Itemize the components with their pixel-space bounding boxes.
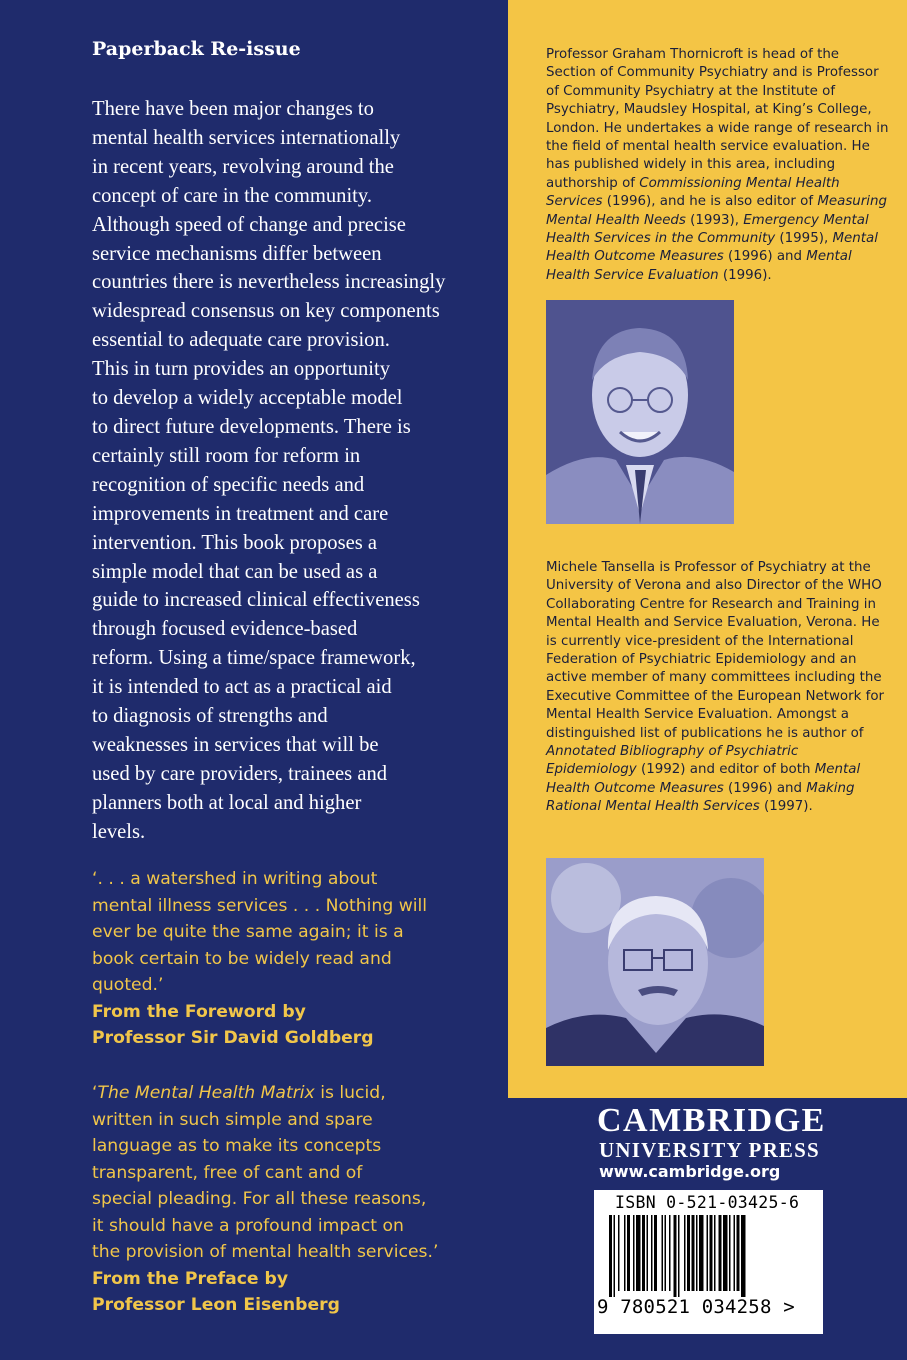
preface-quote: [92, 1080, 452, 1319]
foreword-source-1: From the Foreword by: [92, 1001, 306, 1022]
publisher-press: UNIVERSITY PRESS: [599, 1138, 820, 1162]
description-line: to diagnosis of strengths and: [92, 705, 328, 728]
description-line: concept of care in the community.: [92, 184, 373, 207]
preface-quote-line: it should have a profound impact on: [92, 1215, 404, 1236]
foreword-quote-line: ‘. . . a watershed in writing about: [92, 869, 378, 889]
description-line: Although speed of change and precise: [92, 213, 406, 236]
description-line: in recent years, revolving around the: [92, 155, 394, 178]
description-line: countries there is nevertheless increasingly: [92, 271, 446, 294]
description-line: levels.: [92, 820, 146, 843]
preface-source-2: Professor Leon Eisenberg: [92, 1295, 340, 1315]
description-line: intervention. This book proposes a: [92, 531, 378, 554]
description-line: planners both at local and higher: [92, 791, 362, 814]
description-line: it is intended to act as a practical aid: [92, 676, 392, 699]
preface-quote-first-line: ‘The Mental Health Matrix is lucid,: [92, 1083, 386, 1103]
preface-quote-line: written in such simple and spare: [92, 1109, 373, 1130]
author-photo-tansella: [546, 858, 764, 1066]
preface-quote-line: language as to make its concepts: [92, 1136, 382, 1156]
foreword-quote-line: mental illness services . . . Nothing will: [92, 895, 428, 916]
description-line: There have been major changes to: [92, 98, 374, 120]
preface-quote-line: special pleading. For all these reasons,: [92, 1189, 427, 1209]
barcode-icon: [609, 1215, 814, 1297]
description-line: This in turn provides an opportunity: [92, 358, 391, 381]
book-description: [92, 95, 492, 847]
foreword-quote-line: ever be quite the same again; it is a: [92, 922, 404, 942]
portrait-1-illustration: [546, 300, 734, 524]
description-line: improvements in treatment and care: [92, 502, 389, 525]
description-line: to direct future developments. There is: [92, 415, 411, 438]
description-line: through focused evidence-based: [92, 618, 358, 641]
description-line: guide to increased clinical effectiveness: [92, 589, 420, 612]
publisher-url: www.cambridge.org: [599, 1162, 781, 1181]
description-line: to develop a widely acceptable model: [92, 387, 403, 410]
author-bio-thornicroft: Professor Graham Thornicroft is head of the Section of Community Psychiatry and is Professor of Community Psychiatry at the Institute of Psychiatry, Maudsley Hospital, at King’s College, London. He undertakes a wide range of research in the field of mental health service evaluation. He has published widely in this area, including authorship of Commissioning Mental Health Services (1996), and he is also editor of Measuring Mental Health Needs (1993), Emergency Mental Health Services in the Community (1995), Mental Health Outcome Measures (1996) and Mental Health Service Evaluation (1996).: [546, 47, 889, 283]
publisher-name: CAMBRIDGE: [597, 1102, 826, 1139]
description-line: certainly still room for reform in: [92, 444, 361, 467]
foreword-source-2: Professor Sir David Goldberg: [92, 1028, 374, 1048]
description-line: reform. Using a time/space framework,: [92, 647, 416, 670]
author-photo-thornicroft: [546, 300, 734, 524]
description-line: mental health services internationally: [92, 126, 401, 149]
preface-quote-line: the provision of mental health services.’: [92, 1242, 439, 1262]
preface-source-1: From the Preface by: [92, 1268, 289, 1289]
publisher-logo: [597, 1104, 826, 1162]
description-line: recognition of specific needs and: [92, 473, 365, 496]
portrait-2-illustration: [546, 858, 764, 1066]
description-line: essential to adequate care provision.: [92, 329, 390, 352]
preface-quote-line: transparent, free of cant and of: [92, 1162, 363, 1183]
edition-heading: Paperback Re-issue: [92, 38, 301, 60]
barcode-digits: 9 780521 034258 >: [597, 1296, 795, 1318]
isbn-number: ISBN 0-521-03425-6: [615, 1193, 800, 1212]
description-line: service mechanisms differ between: [92, 242, 382, 265]
foreword-quote: [92, 866, 452, 1052]
foreword-quote-line: book certain to be widely read and: [92, 948, 392, 969]
description-line: used by care providers, trainees and: [92, 762, 388, 785]
description-line: weaknesses in services that will be: [92, 733, 379, 756]
description-line: simple model that can be used as a: [92, 560, 378, 583]
foreword-quote-line: quoted.’: [92, 975, 164, 995]
description-line: widespread consensus on key components: [92, 300, 440, 323]
author-bio-tansella: Michele Tansella is Professor of Psychiatry at the University of Verona and also Director of the WHO Collaborating Centre for Research and Training in Mental Health and Service Evaluation, Verona. He is currently vice-president of the International Federation of Psychiatric Epidemiology and an active member of many committees including the Executive Committee of the European Network for Mental Health Service Evaluation. Amongst a distinguished list of publications he is author of Annotated Bibliography of Psychiatric Epidemiology (1992) and editor of both Mental Health Outcome Measures (1996) and Making Rational Mental Health Services (1997).: [546, 560, 885, 815]
